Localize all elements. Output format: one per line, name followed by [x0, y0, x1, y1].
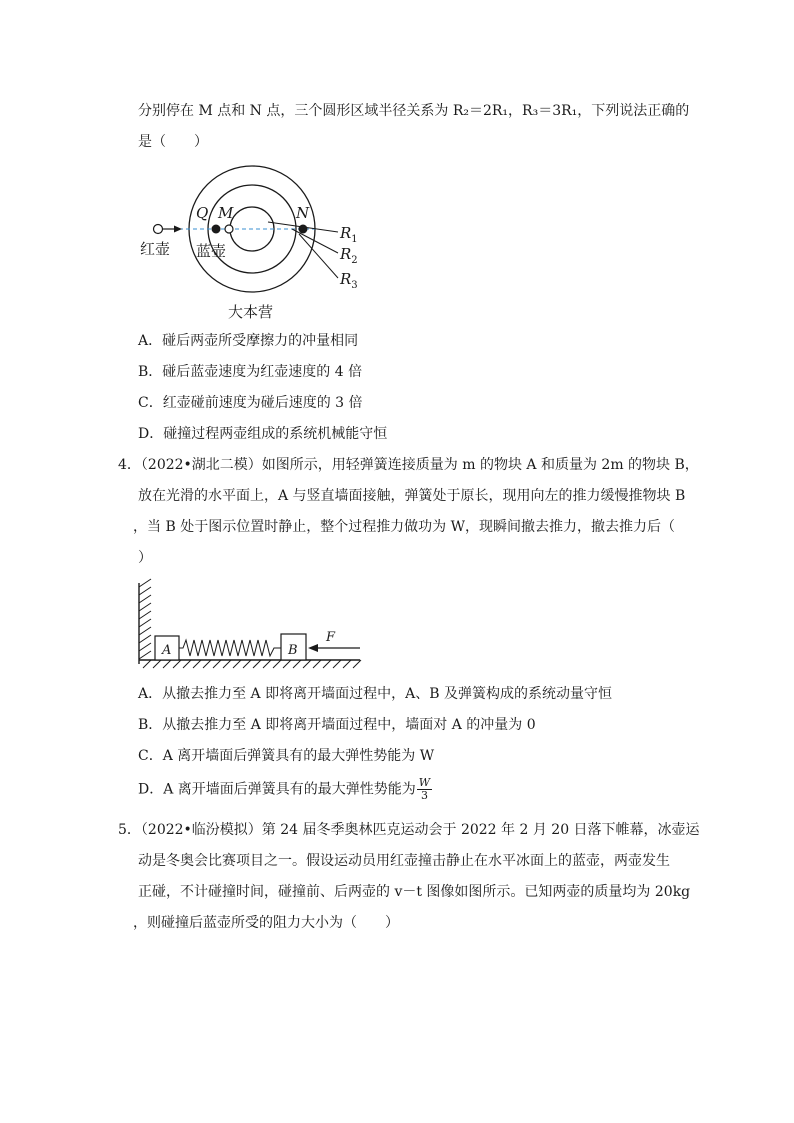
label-Q: Q	[196, 204, 209, 222]
q4-option-d	[138, 777, 432, 802]
q3-stem-line-1: 分别停在 M 点和 N 点，三个圆形区域半径关系为 R₂＝2R₁，R₃＝3R₁，下列说法正确的	[138, 103, 690, 119]
block-a-label: A	[162, 643, 172, 658]
spring	[179, 640, 281, 656]
fraction-w-over-3	[417, 777, 432, 802]
q4-stem-line-1: 4．（2022•湖北二模）如图所示，用轻弹簧连接质量为 m 的物块 A 和质量为 2m 的物块 B，	[118, 457, 699, 473]
q5-stem-line-1: 5．（2022•临汾模拟）第 24 届冬季奥林匹克运动会于 2022 年 2 月 20 日落下帷幕，冰壶运	[118, 822, 700, 838]
q4-stem-line-2: 放在光滑的水平面上，A 与竖直墙面接触，弹簧处于原长，现用向左的推力缓慢推物块 B	[138, 488, 686, 504]
label-house: 大本营	[228, 303, 274, 321]
block-b-label: B	[288, 643, 298, 658]
q4-option-d-text: D．A 离开墙面后弹簧具有的最大弹性势能为	[138, 781, 416, 798]
floor-hatching	[143, 660, 361, 668]
q5-stem-line-3: 正碰，不计碰撞时间，碰撞前、后两壶的 v－t 图像如图所示。已知两壶的质量均为 20kg	[138, 884, 691, 900]
q4-stem-line-4: ）	[138, 550, 152, 566]
q4-option-a: A．从撤去推力至 A 即将离开墙面过程中，A、B 及弹簧构成的系统动量守恒	[138, 686, 612, 702]
q3-stem-line-2: 是（ ）	[138, 134, 208, 150]
q4-option-c: C．A 离开墙面后弹簧具有的最大弹性势能为 W	[138, 748, 435, 764]
q3-option-d: D．碰撞过程两壶组成的系统机械能守恒	[138, 426, 388, 442]
q4-stem-line-3: ，当 B 处于图示位置时静止，整个过程推力做功为 W，现瞬间撤去推力，撤去推力后（	[133, 519, 676, 535]
wall-hatching	[139, 579, 151, 659]
q4-option-b: B．从撤去推力至 A 即将离开墙面过程中，墙面对 A 的冲量为 0	[138, 717, 536, 733]
label-R2: $R_2$	[340, 245, 358, 266]
label-N: N	[296, 204, 310, 222]
q3-option-b: B．碰后蓝壶速度为红壶速度的 4 倍	[138, 364, 363, 380]
force-label: F	[326, 630, 336, 645]
label-R3: $R_3$	[340, 270, 358, 291]
fraction-denominator: 3	[420, 789, 428, 802]
q5-stem-line-2: 动是冬奥会比赛项目之一。假设运动员用红壶撞击静止在水平冰面上的蓝壶，两壶发生	[138, 853, 670, 869]
label-blue-stone: 蓝壶	[196, 242, 227, 260]
label-M: M	[218, 204, 234, 222]
q5-stem-line-4: ，则碰撞后蓝壶所受的阻力大小为（ ）	[133, 915, 399, 931]
fraction-numerator: W	[418, 776, 431, 789]
force-arrow-head-icon	[308, 644, 318, 652]
label-R1: $R_1$	[340, 224, 358, 245]
q3-option-c: C．红壶碰前速度为碰后速度的 3 倍	[138, 395, 363, 411]
q3-option-a: A．碰后两壶所受摩擦力的冲量相同	[138, 333, 359, 349]
label-red-stone: 红壶	[140, 240, 171, 258]
